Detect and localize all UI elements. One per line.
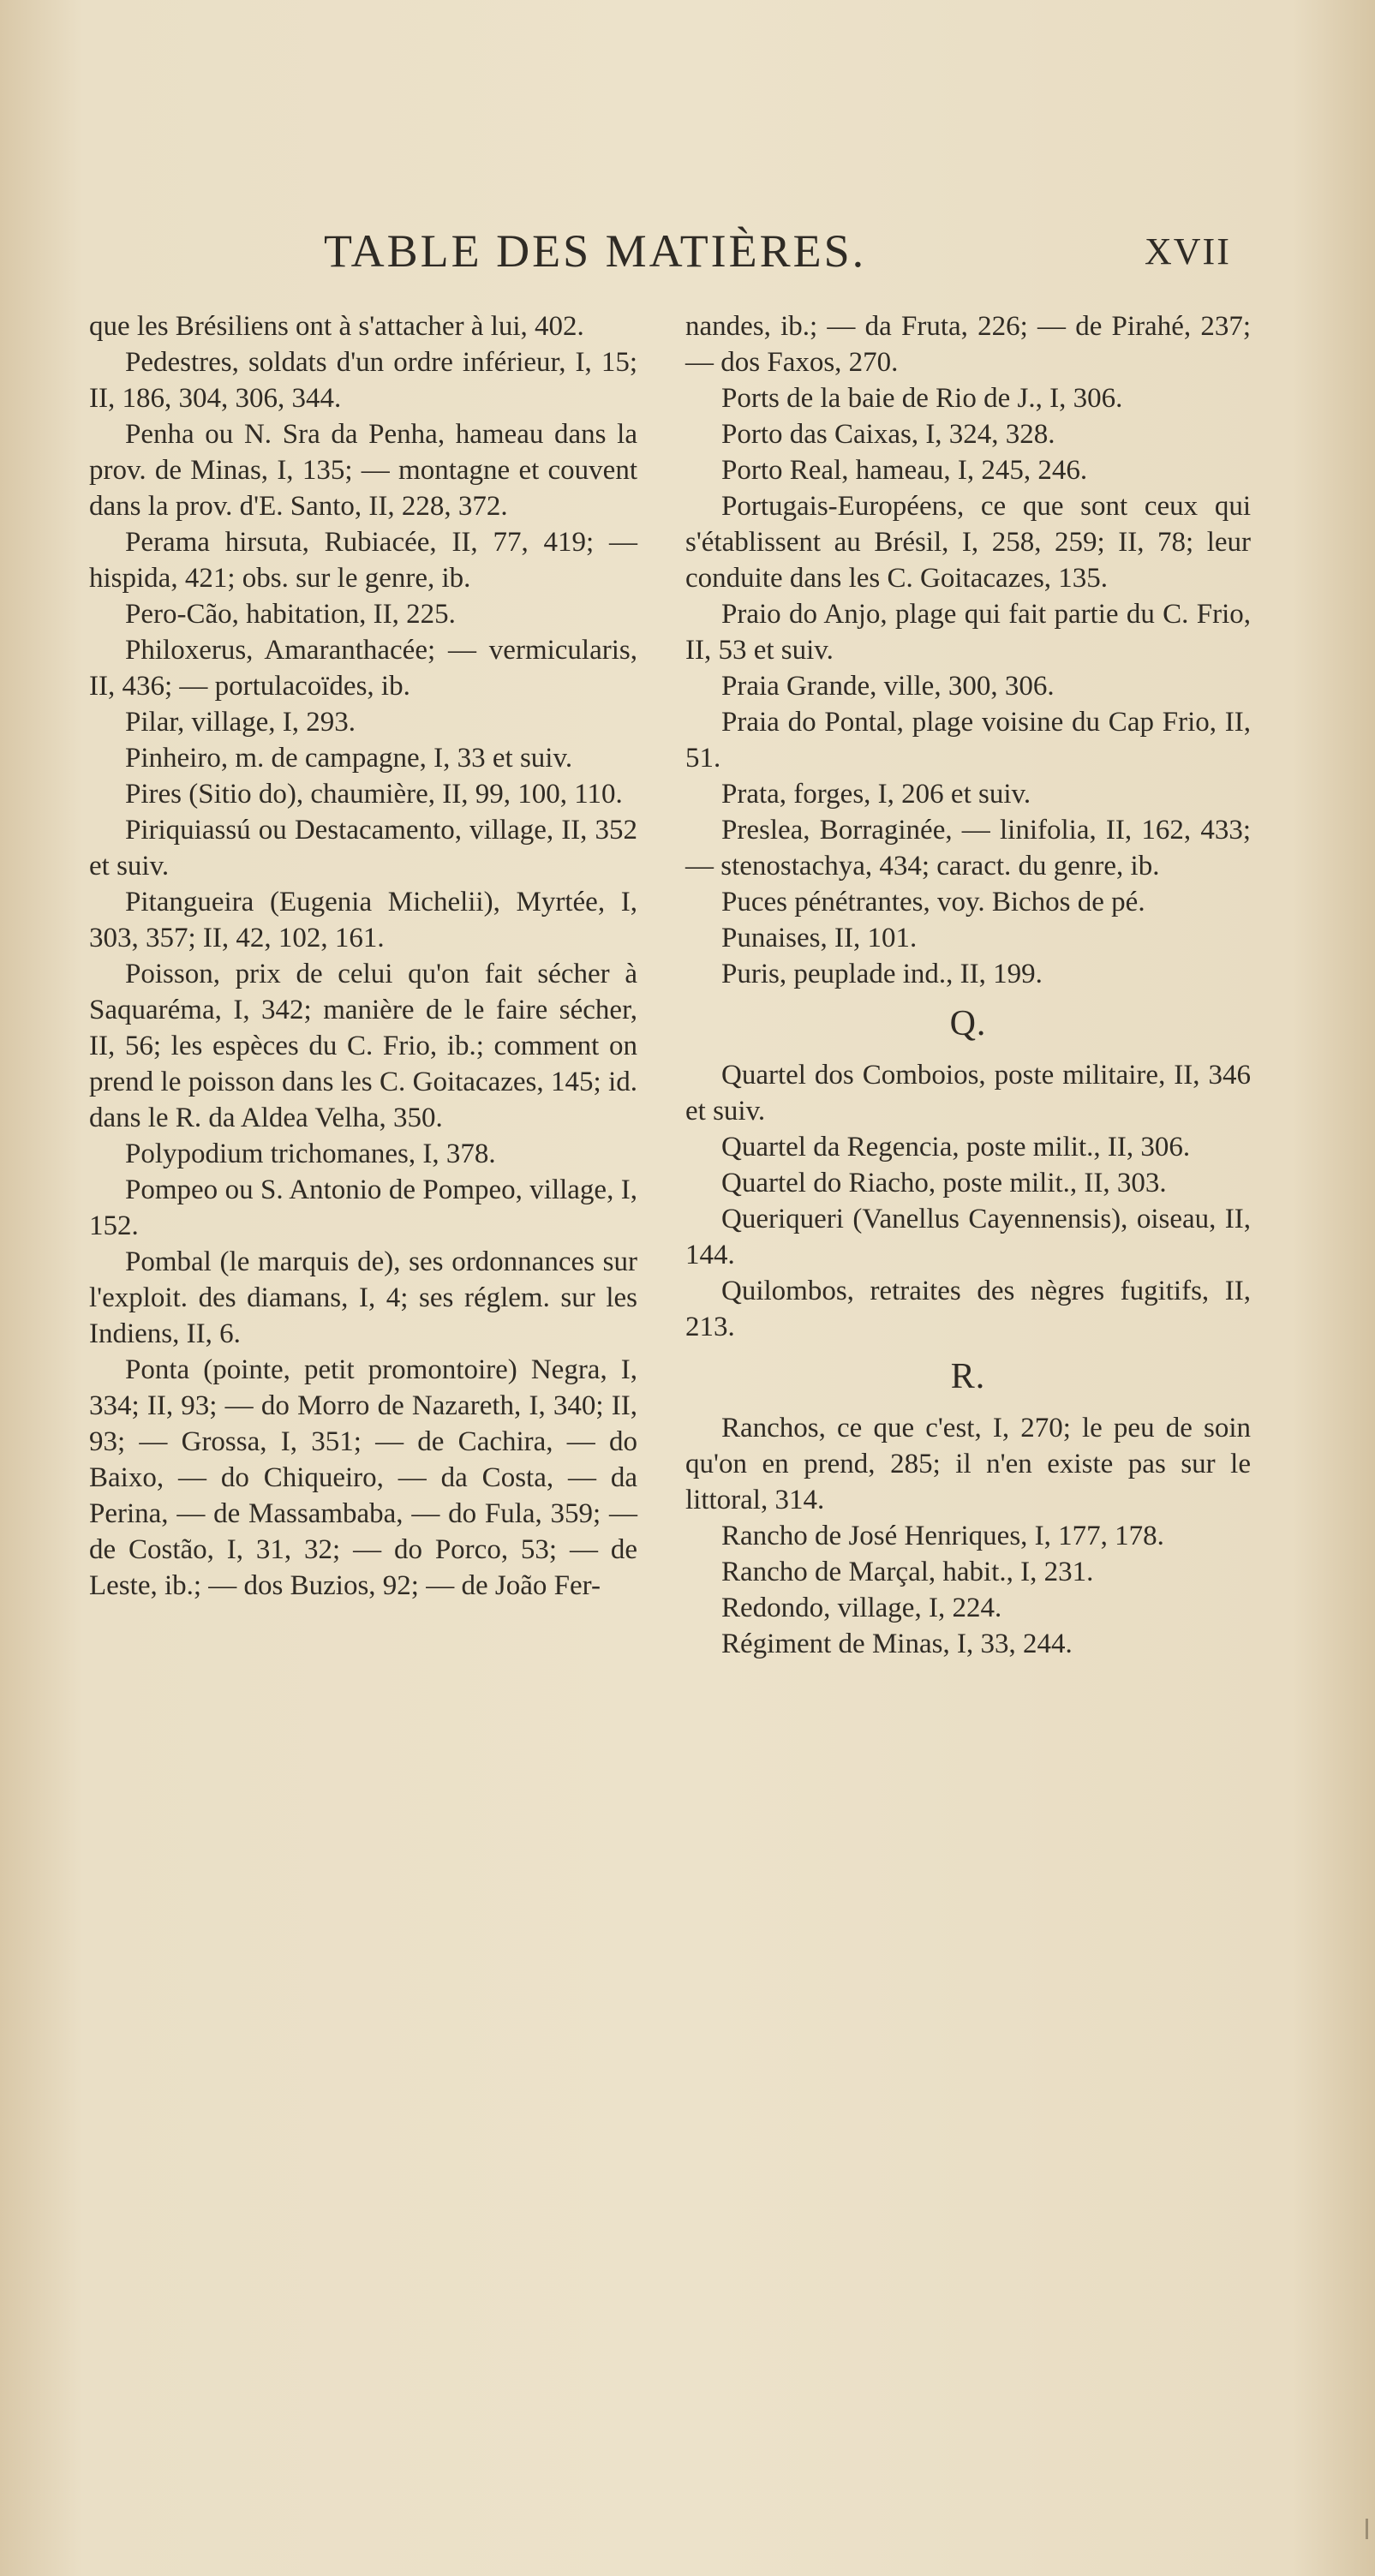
index-entry: Pilar, village, I, 293. — [125, 707, 356, 738]
index-entry: Philoxerus, Amaranthacée; — vermicularis, II, 436; — portulacoïdes, ib. — [89, 635, 637, 702]
index-entry: Quartel da Regencia, poste milit., II, 306. — [721, 1132, 1191, 1162]
page-number: XVII — [1145, 230, 1231, 272]
index-entry: Praio do Anjo, plage qui fait partie du C. Frio, II, 53 et suiv. — [685, 599, 1251, 666]
index-entry: Puris, peuplade ind., II, 199. — [721, 959, 1043, 989]
index-entry: Punaises, II, 101. — [721, 923, 918, 953]
index-entry: Portugais-Européens, ce que sont ceux qui s'établissent au Brésil, I, 258, 259; II, 78; leur conduite dans les C. Goitacazes, 135. — [685, 491, 1251, 594]
index-entry: Ranchos, ce que c'est, I, 270; le peu de soin qu'on en prend, 285; il n'en existe pas sur le littoral, 314. — [685, 1413, 1251, 1515]
index-entry: Puces pénétrantes, voy. Bichos de pé. — [721, 887, 1145, 917]
index-entry: Quilombos, retraites des nègres fugitifs, II, 213. — [685, 1276, 1251, 1342]
margin-mark — [1366, 2519, 1368, 2539]
right-column — [685, 308, 1251, 1662]
index-entry: Poisson, prix de celui qu'on fait sécher à Saquaréma, I, 342; manière de le faire sécher, II, 56; les espèces du C. Frio, ib.; comment on prend le poisson dans les C. Goitacazes, 145; id. dans le R. da Aldea Velha, 350. — [89, 959, 637, 1133]
index-entry: Rancho de José Henriques, I, 177, 178. — [721, 1521, 1164, 1551]
index-entry: nandes, ib.; — da Fruta, 226; — de Pirahé, 237; — dos Faxos, 270. — [685, 311, 1251, 378]
index-entry: Porto Real, hameau, I, 245, 246. — [721, 455, 1088, 486]
index-entry: Pitangueira (Eugenia Michelii), Myrtée, I, 303, 357; II, 42, 102, 161. — [89, 887, 637, 953]
index-entry: Porto das Caixas, I, 324, 328. — [721, 419, 1055, 450]
section-heading-q: Q. — [949, 1004, 987, 1043]
page-header — [0, 224, 1375, 293]
index-entry: Queriqueri (Vanellus Cayennensis), oiseau, II, 144. — [685, 1204, 1251, 1270]
index-entry: Polypodium trichomanes, I, 378. — [125, 1139, 496, 1169]
index-entry: Redondo, village, I, 224. — [721, 1593, 1002, 1623]
index-entry: Régiment de Minas, I, 33, 244. — [721, 1629, 1073, 1659]
index-entry: Pombal (le marquis de), ses ordonnances sur l'exploit. des diamans, I, 4; ses réglem. sur les Indiens, II, 6. — [89, 1246, 637, 1349]
section-heading-r: R. — [950, 1357, 986, 1396]
index-entry: Penha ou N. Sra da Penha, hameau dans la prov. de Minas, I, 135; — montagne et couvent dans la prov. d'E. Santo, II, 228, 372. — [89, 419, 637, 522]
index-entry: Preslea, Borraginée, — linifolia, II, 162, 433; — stenostachya, 434; caract. du genre, ib. — [685, 815, 1251, 882]
index-entry: Prata, forges, I, 206 et suiv. — [721, 779, 1031, 810]
index-entry: Pedestres, soldats d'un ordre inférieur, I, 15; II, 186, 304, 306, 344. — [89, 347, 637, 414]
index-entry: Ports de la baie de Rio de J., I, 306. — [721, 383, 1123, 414]
index-entry: Pires (Sitio do), chaumière, II, 99, 100, 110. — [125, 779, 623, 810]
index-entry: Piriquiassú ou Destacamento, village, II, 352 et suiv. — [89, 815, 637, 882]
index-entry: Rancho de Marçal, habit., I, 231. — [721, 1557, 1094, 1587]
index-entry: Pinheiro, m. de campagne, I, 33 et suiv. — [125, 743, 573, 774]
index-entry: Praia Grande, ville, 300, 306. — [721, 671, 1055, 702]
running-title: TABLE DES MATIÈRES. — [324, 225, 867, 277]
index-entry: Quartel do Riacho, poste milit., II, 303. — [721, 1168, 1167, 1198]
index-entry: Praia do Pontal, plage voisine du Cap Frio, II, 51. — [685, 707, 1251, 774]
index-entry: Quartel dos Comboios, poste militaire, II, 346 et suiv. — [685, 1060, 1251, 1127]
index-entry: Pompeo ou S. Antonio de Pompeo, village, I, 152. — [89, 1174, 637, 1241]
index-entry: que les Brésiliens ont à s'attacher à lui, 402. — [89, 311, 584, 342]
index-entry: Pero-Cão, habitation, II, 225. — [125, 599, 456, 630]
left-column — [89, 308, 637, 1604]
index-entry: Ponta (pointe, petit promontoire) Negra, I, 334; II, 93; — do Morro de Nazareth, I, 340; II, 93; — Grossa, I, 351; — de Cachira, — do Baixo, — do Chiqueiro, — da Costa, — da Perina, — de Massambaba, — do Fula, 359; — de Costão, I, 31, 32; — do Porco, 53; — de Leste, ib.; — dos Buzios, 92; — de João Fer- — [89, 1354, 637, 1601]
index-entry: Perama hirsuta, Rubiacée, II, 77, 419; — hispida, 421; obs. sur le genre, ib. — [89, 527, 637, 594]
